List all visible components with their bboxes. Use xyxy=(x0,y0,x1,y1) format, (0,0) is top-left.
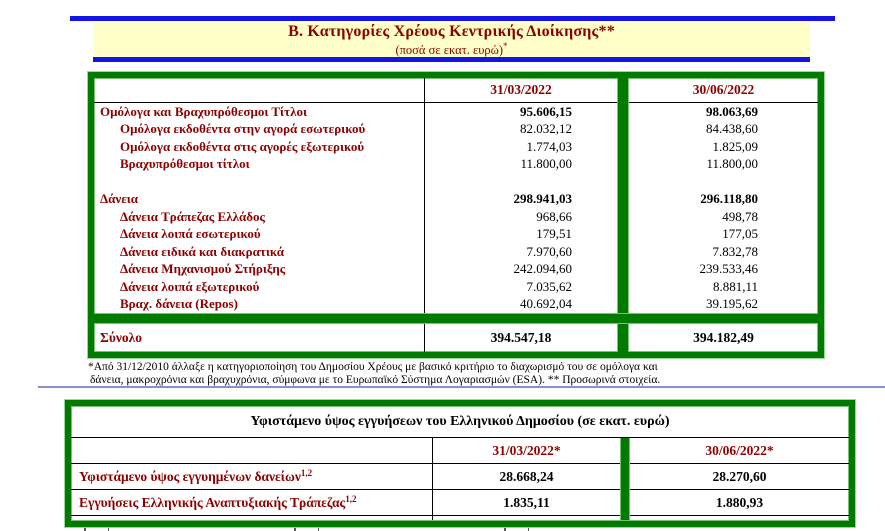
page-subtitle-text: (ποσά σε εκατ. ευρώ) xyxy=(395,43,504,58)
header-date-col1: 31/03/2022* xyxy=(433,438,620,464)
table-row-label: Δάνεια λοιπά εσωτερικού xyxy=(94,226,425,244)
table-spacer-row xyxy=(425,173,617,191)
column-divider-bar xyxy=(617,324,629,352)
table-row-value-col1: 298.941,03 xyxy=(513,191,572,207)
header-date-col2: 30/06/2022* xyxy=(630,438,849,464)
table-row-label: Βραχυπρόθεσμοι τίτλοι xyxy=(94,156,425,174)
column-divider-bar xyxy=(617,138,629,156)
table-row-value-col2: 84.438,60 xyxy=(706,121,758,137)
total-row-label: Σύνολο xyxy=(94,324,425,352)
table-row-value-col2: 239.533,46 xyxy=(699,261,758,277)
table-row-label: Ομόλογα εκδοθέντα στις αγορές εξωτερικού xyxy=(94,138,425,156)
column-divider-bar xyxy=(617,208,629,226)
table-row-label-text: Υφιστάμενο ύψος εγγυημένων δανείων xyxy=(79,468,301,484)
table-row-value-col1: 11.800,00 xyxy=(520,156,572,172)
header-date-col2: 30/06/2022 xyxy=(629,78,818,103)
table-row-label: Δάνεια ειδικά και διακρατικά xyxy=(94,243,425,261)
table-row-value-col1: 28.668,24 xyxy=(433,464,620,490)
header-date-col1: 31/03/2022 xyxy=(425,78,617,103)
table-row-value-col2: 1.880,93 xyxy=(630,490,849,516)
table-row-value-col2: 28.270,60 xyxy=(630,464,849,490)
table-row-value-col2: 296.118,80 xyxy=(700,191,758,207)
table-row-label xyxy=(71,490,433,516)
table-row-label: Δάνεια λοιπά εξωτερικού xyxy=(94,278,425,296)
table-row-value-col2: 8.881,11 xyxy=(712,278,758,294)
table-row-value-col2: 7.832,78 xyxy=(712,243,758,259)
table-row-label: Δάνεια Τράπεζας Ελλάδος xyxy=(94,208,425,226)
guarantees-table-title: Υφιστάμενο ύψος εγγυήσεων του Ελληνικού Δημοσίου (σε εκατ. ευρώ) xyxy=(71,406,849,438)
column-divider-bar xyxy=(617,296,629,314)
table-row-value-col1: 7.035,62 xyxy=(526,278,572,294)
header-empty-cell xyxy=(71,438,433,464)
table-blank-row xyxy=(433,516,620,520)
table-spacer-row xyxy=(94,173,425,191)
table-row-value-col1: 82.032,12 xyxy=(520,121,572,137)
column-divider-bar xyxy=(617,191,629,209)
column-divider-bar xyxy=(620,516,630,520)
column-divider-bar xyxy=(617,243,629,261)
page-subtitle xyxy=(93,41,810,58)
table-row-value-col2: 177,05 xyxy=(722,226,758,242)
total-value-col2: 394.182,49 xyxy=(693,330,754,345)
table-row-value-col1: 968,66 xyxy=(536,208,572,224)
column-divider-bar xyxy=(617,278,629,296)
footnote xyxy=(88,361,728,386)
column-divider-bar xyxy=(617,226,629,244)
page-subtitle-asterisk: * xyxy=(503,41,508,51)
table-row-value-col2: 11.800,00 xyxy=(706,156,758,172)
table-row-label xyxy=(71,464,433,490)
table-blank-row xyxy=(71,516,433,520)
table-row-value-col2: 498,78 xyxy=(722,208,758,224)
column-divider-bar xyxy=(617,121,629,139)
table-row-label: Ομόλογα εκδοθέντα στην αγορά εσωτερικού xyxy=(94,121,425,139)
debt-categories-table xyxy=(88,72,824,358)
table-spacer-row xyxy=(629,173,818,191)
table-row-value-col1: 95.606,15 xyxy=(520,103,572,119)
table-row-value-col2: 39.195,62 xyxy=(706,296,758,312)
footnote-reference: 1,2 xyxy=(300,467,313,478)
guarantees-table xyxy=(65,400,855,527)
table-row-value-col1: 179,51 xyxy=(536,226,572,242)
total-separator-bar xyxy=(94,313,818,324)
table-row-value-col1: 1.774,03 xyxy=(526,138,572,154)
column-divider-bar xyxy=(617,156,629,174)
table-row-value-col1: 1.835,11 xyxy=(433,490,620,516)
column-divider-bar xyxy=(620,438,630,464)
table-row-label: Ομόλογα και Βραχυπρόθεσμοι Τίτλοι xyxy=(94,103,425,121)
table-row-label-text: Εγγυήσεις Ελληνικής Αναπτυξιακής Τράπεζας xyxy=(79,494,346,510)
footnote-reference: 1,2 xyxy=(345,493,357,504)
column-divider-bar xyxy=(620,490,630,516)
header-empty-cell xyxy=(94,78,425,103)
footnote-line-2: δάνεια, μακροχρόνια και βραχυχρόνια, σύμφωνα με το Ευρωπαϊκό Σύστημα Λογαριασμών (ESA). ** Προσωρινά στοιχεία. xyxy=(90,373,661,386)
page-title: Β. Κατηγορίες Χρέους Κεντρικής Διοίκησης** xyxy=(288,23,615,40)
table-row-label: Δάνεια Μηχανισμού Στήριξης xyxy=(94,261,425,279)
table-row-value-col1: 40.692,04 xyxy=(520,296,572,312)
section-divider-rule xyxy=(38,386,885,388)
table-row-value-col1: 7.970,60 xyxy=(526,243,572,259)
column-divider-bar xyxy=(617,78,629,103)
table-row-label: Δάνεια xyxy=(94,191,425,209)
table-blank-row xyxy=(630,516,849,520)
table-row-label: Βραχ. δάνεια (Repos) xyxy=(94,296,425,314)
footnote-line-1: *Από 31/12/2010 άλλαξε η κατηγοριοποίηση του Δημοσίου Χρέους με βασικό κριτήριο το διαχωρισμό του σε ομόλογα και xyxy=(88,361,658,373)
table-row-value-col1: 242.094,60 xyxy=(513,261,572,277)
table-row-value-col2: 1.825,09 xyxy=(712,138,758,154)
column-divider-bar xyxy=(617,261,629,279)
column-divider-bar xyxy=(617,103,629,121)
column-divider-bar xyxy=(617,173,629,191)
table-row-value-col2: 98.063,69 xyxy=(706,103,758,119)
total-value-col1: 394.547,18 xyxy=(490,330,552,345)
title-banner xyxy=(93,21,810,62)
column-divider-bar xyxy=(620,464,630,490)
